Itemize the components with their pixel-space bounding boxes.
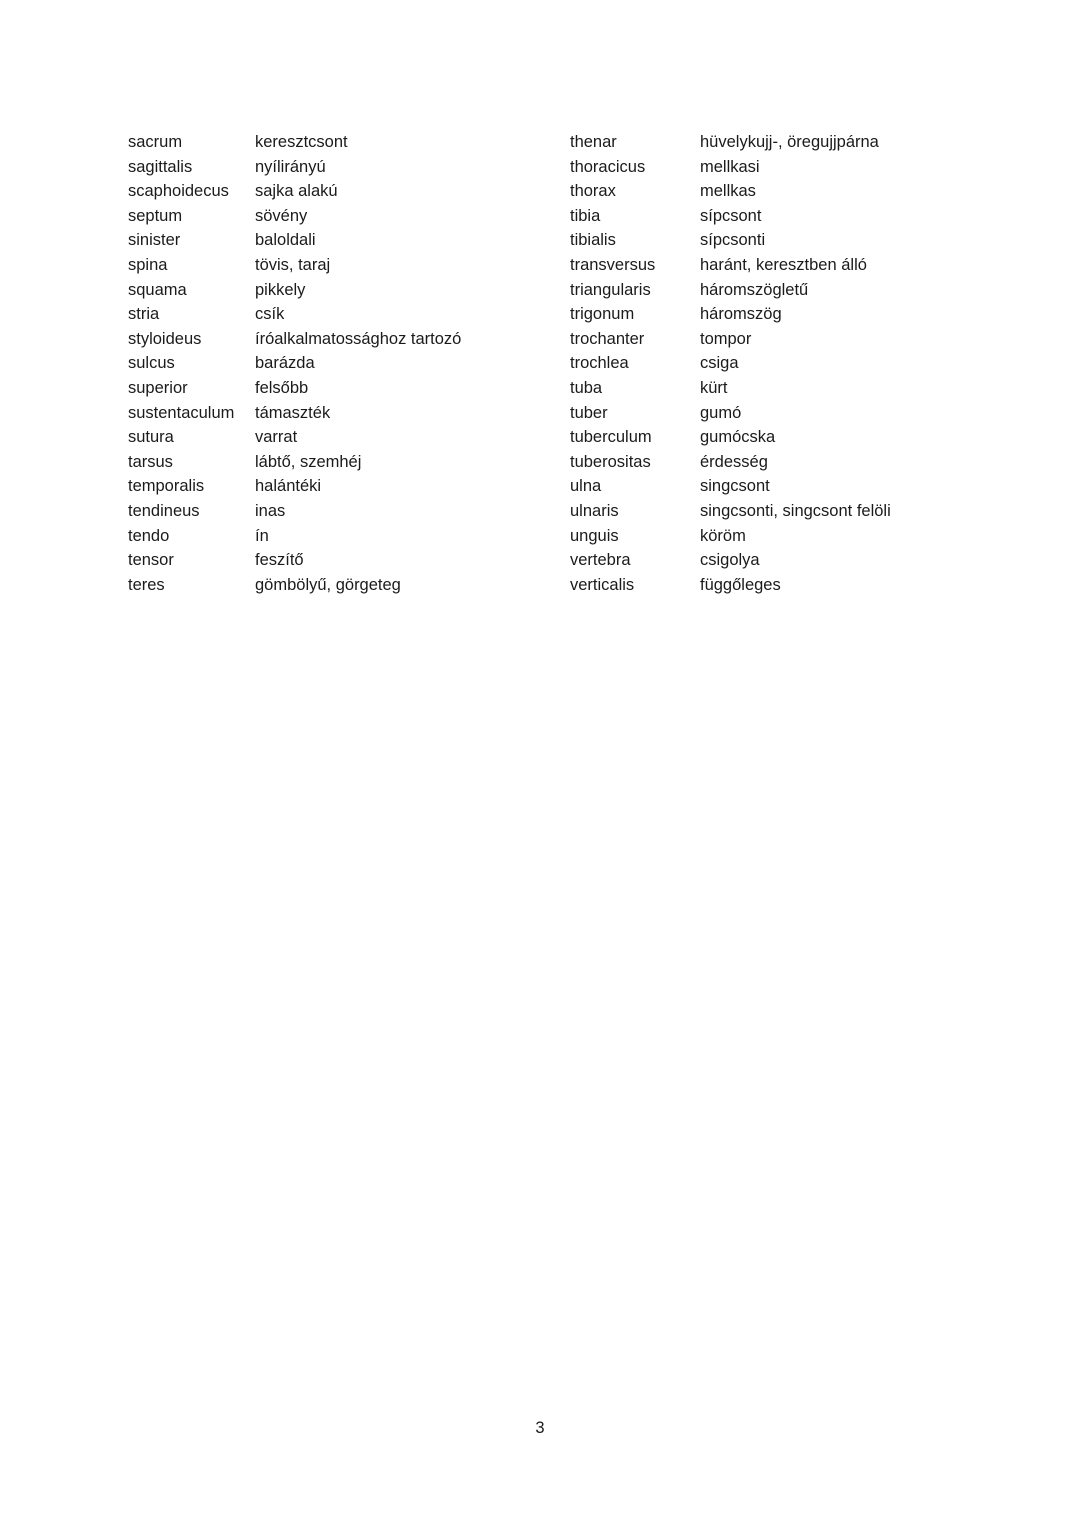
glossary-definition: ín [255, 526, 269, 545]
glossary-term: thenar [570, 133, 617, 151]
glossary-row [128, 548, 548, 573]
glossary-term: tarsus [128, 452, 173, 471]
glossary-row [570, 155, 1020, 180]
glossary-definition: haránt, keresztben álló [700, 255, 867, 274]
glossary-definition: varrat [255, 428, 298, 447]
glossary-row [128, 278, 548, 303]
glossary-term: thorax [570, 182, 616, 201]
glossary-term: verticalis [570, 575, 635, 594]
glossary-definition: barázda [255, 354, 315, 373]
glossary-term: trochlea [570, 354, 629, 373]
glossary-definition: keresztcsont [255, 133, 348, 151]
glossary-term: sacrum [128, 133, 183, 151]
glossary-definition: tövis, taraj [255, 255, 331, 274]
glossary-row [570, 179, 1020, 204]
glossary-definition: függőleges [700, 575, 781, 594]
glossary-term: tuberositas [570, 452, 651, 471]
glossary-term: sutura [128, 428, 174, 447]
glossary-definition: tompor [700, 329, 752, 348]
glossary-definition: gumó [700, 403, 742, 422]
glossary-definition: csík [255, 305, 285, 324]
glossary-definition: singcsont [700, 477, 770, 496]
glossary-definition: mellkas [700, 182, 756, 201]
glossary-definition: felsőbb [255, 378, 309, 397]
glossary-term: tuber [570, 403, 608, 422]
glossary-row [128, 401, 548, 426]
glossary-definition: halántéki [255, 477, 322, 496]
glossary-row [128, 253, 548, 278]
glossary-definition: támaszték [255, 403, 331, 422]
glossary-row [128, 130, 548, 155]
glossary-row [570, 204, 1020, 229]
glossary-term: triangularis [570, 280, 651, 299]
glossary-row [570, 524, 1020, 549]
glossary-row [128, 524, 548, 549]
glossary-definition: sípcsonti [700, 231, 766, 250]
glossary-row [570, 450, 1020, 475]
glossary-definition: kürt [700, 378, 728, 397]
glossary-term: tensor [128, 551, 174, 570]
glossary-term: superior [128, 378, 188, 397]
glossary-term: tendo [128, 526, 170, 545]
glossary-column-right [570, 130, 1020, 597]
glossary-term: tuba [570, 378, 603, 397]
glossary-definition: hüvelykujj-, öregujjpárna [700, 133, 879, 151]
glossary-row [570, 130, 1020, 155]
glossary-definition: inas [255, 501, 286, 520]
glossary-term: thoracicus [570, 157, 646, 176]
glossary-term: teres [128, 575, 165, 594]
glossary-definition: csiga [700, 354, 739, 373]
glossary-row [128, 425, 548, 450]
glossary-row [570, 474, 1020, 499]
glossary-term: sustentaculum [128, 403, 235, 422]
glossary-definition: lábtő, szemhéj [255, 452, 362, 471]
glossary-definition: háromszög [700, 305, 782, 324]
glossary-row [128, 155, 548, 180]
glossary-row [128, 204, 548, 229]
glossary-definition: pikkely [255, 280, 306, 299]
glossary-term: ulna [570, 477, 602, 496]
glossary-definition: háromszögletű [700, 280, 809, 299]
glossary-definition: singcsonti, singcsont felöli [700, 501, 891, 520]
glossary-term: tibialis [570, 231, 616, 250]
glossary-row [128, 228, 548, 253]
glossary-definition: köröm [700, 526, 746, 545]
glossary-row [128, 179, 548, 204]
glossary-term: vertebra [570, 551, 631, 570]
glossary-definition: sajka alakú [255, 182, 338, 201]
glossary-row [570, 302, 1020, 327]
glossary-definition: gömbölyű, görgeteg [255, 575, 401, 594]
glossary-term: tibia [570, 206, 601, 225]
glossary-definition: feszítő [255, 551, 304, 570]
glossary-term: scaphoidecus [128, 182, 229, 201]
glossary-definition: baloldali [255, 231, 316, 250]
glossary-row [570, 548, 1020, 573]
glossary-row [570, 376, 1020, 401]
glossary-term: tuberculum [570, 428, 652, 447]
glossary-row [570, 327, 1020, 352]
glossary-row [128, 351, 548, 376]
glossary-definition: sípcsont [700, 206, 762, 225]
glossary-term: trigonum [570, 305, 635, 324]
glossary-row [570, 401, 1020, 426]
glossary-term: transversus [570, 255, 656, 274]
glossary-row [570, 573, 1020, 598]
glossary-definition: gumócska [700, 428, 776, 447]
glossary-row [128, 376, 548, 401]
glossary-row [128, 474, 548, 499]
glossary-definition: érdesség [700, 452, 768, 471]
glossary-term: temporalis [128, 477, 205, 496]
glossary-term: tendineus [128, 501, 200, 520]
page-number: 3 [535, 1419, 545, 1437]
glossary-row [128, 499, 548, 524]
glossary-term: septum [128, 206, 183, 225]
glossary-term: stria [128, 305, 160, 324]
glossary-definition: csigolya [700, 551, 760, 570]
glossary-row [128, 302, 548, 327]
glossary-definition: nyílirányú [255, 157, 326, 176]
glossary-term: styloideus [128, 329, 202, 348]
glossary-column-left [128, 130, 548, 597]
glossary-row [570, 425, 1020, 450]
glossary-term: squama [128, 280, 187, 299]
glossary-definition: íróalkalmatossághoz tartozó [255, 329, 462, 348]
glossary-row [570, 278, 1020, 303]
glossary-row [570, 228, 1020, 253]
glossary-row [128, 450, 548, 475]
glossary-term: unguis [570, 526, 619, 545]
glossary-definition: mellkasi [700, 157, 760, 176]
glossary-term: sulcus [128, 354, 175, 373]
glossary-term: ulnaris [570, 501, 619, 520]
glossary-term: sinister [128, 231, 181, 250]
glossary-definition: sövény [255, 206, 308, 225]
glossary-row [570, 351, 1020, 376]
glossary-row [128, 327, 548, 352]
glossary-row [570, 253, 1020, 278]
glossary-term: trochanter [570, 329, 645, 348]
glossary-row [570, 499, 1020, 524]
glossary-term: sagittalis [128, 157, 193, 176]
glossary-term: spina [128, 255, 168, 274]
glossary-row [128, 573, 548, 598]
